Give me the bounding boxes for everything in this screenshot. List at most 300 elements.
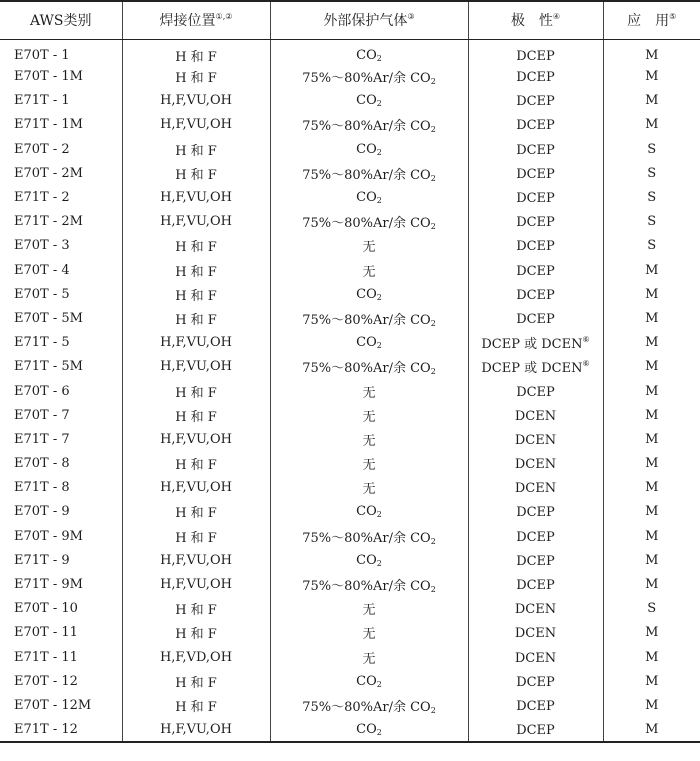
- cell-aws-text: E70T - 11: [14, 625, 78, 641]
- cell-gas-text: CO: [356, 47, 377, 63]
- cell-position-text: H 和 F: [175, 530, 217, 546]
- table-row: [0, 137, 700, 161]
- cell-aws-text: E70T - 3: [14, 238, 70, 254]
- cell-application: [603, 331, 700, 355]
- cell-gas-sub-text: 2: [376, 510, 382, 520]
- cell-gas-text: 无: [362, 409, 376, 425]
- cell-application: [603, 403, 700, 427]
- cell-aws-class: [0, 234, 122, 258]
- table-row: [0, 669, 700, 693]
- cell-polarity-text: DCEP: [516, 94, 555, 110]
- cell-aws-class: [0, 306, 122, 330]
- cell-polarity-text: DCEN: [514, 457, 557, 473]
- cell-welding-position: [122, 282, 270, 306]
- cell-application-text: M: [645, 93, 659, 109]
- cell-gas-sub-text: 2: [376, 341, 382, 351]
- cell-application-text: M: [645, 673, 659, 689]
- table-row: [0, 379, 700, 403]
- table-row: [0, 282, 700, 306]
- cell-shielding-gas: [270, 89, 468, 113]
- cell-gas-text: 无: [362, 603, 376, 619]
- cell-aws-class: [0, 427, 122, 451]
- cell-welding-position: [122, 355, 270, 379]
- cell-aws-class: [0, 113, 122, 137]
- table-row: [0, 452, 700, 476]
- cell-polarity: [468, 39, 603, 65]
- cell-polarity: [468, 621, 603, 645]
- cell-application-text: M: [645, 625, 659, 641]
- cell-position-text: H,F,VU,OH: [160, 552, 232, 568]
- cell-aws-text: E70T - 2M: [14, 165, 83, 181]
- cell-aws-class: [0, 669, 122, 693]
- table-row: [0, 693, 700, 717]
- cell-polarity-text: DCEP: [516, 698, 555, 714]
- cell-application: [603, 476, 700, 500]
- cell-welding-position: [122, 258, 270, 282]
- table-row: [0, 113, 700, 137]
- cell-aws-text: E70T - 6: [14, 383, 70, 399]
- cell-application-text: S: [647, 141, 657, 157]
- header-aws-class-label: AWS类别: [29, 13, 92, 30]
- table-row: [0, 39, 700, 65]
- cell-polarity: [468, 452, 603, 476]
- header-polarity-label: 极 性: [510, 13, 553, 30]
- cell-shielding-gas: [270, 65, 468, 89]
- cell-position-text: H 和 F: [175, 288, 217, 304]
- cell-gas-text: 75%～80%Ar/余 CO: [302, 530, 431, 546]
- cell-position-text: H,F,VU,OH: [160, 577, 232, 593]
- cell-shielding-gas: [270, 403, 468, 427]
- table-row: [0, 89, 700, 113]
- cell-polarity-text: DCEP: [516, 384, 555, 400]
- cell-gas-sub-text: 2: [430, 222, 436, 232]
- cell-application: [603, 524, 700, 548]
- cell-position-text: H 和 F: [175, 627, 217, 643]
- cell-application: [603, 427, 700, 451]
- table-row: [0, 621, 700, 645]
- table-row: [0, 548, 700, 572]
- cell-polarity: [468, 113, 603, 137]
- cell-aws-class: [0, 185, 122, 209]
- cell-application-text: M: [645, 552, 659, 568]
- cell-polarity: [468, 185, 603, 209]
- cell-gas-text: 无: [362, 240, 376, 256]
- cell-polarity: [468, 210, 603, 234]
- cell-application: [603, 452, 700, 476]
- cell-application-text: M: [645, 407, 659, 423]
- cell-application-text: S: [647, 190, 657, 206]
- cell-position-text: H,F,VU,OH: [160, 480, 232, 496]
- cell-polarity: [468, 161, 603, 185]
- cell-gas-sub-text: 2: [376, 292, 382, 302]
- cell-shielding-gas: [270, 258, 468, 282]
- cell-welding-position: [122, 379, 270, 403]
- cell-aws-class: [0, 282, 122, 306]
- cell-aws-class: [0, 645, 122, 669]
- cell-position-text: H 和 F: [175, 699, 217, 715]
- table-row: [0, 65, 700, 89]
- cell-polarity: [468, 548, 603, 572]
- cell-aws-class: [0, 379, 122, 403]
- cell-aws-text: E71T - 7: [14, 431, 70, 447]
- table-row: [0, 258, 700, 282]
- cell-position-text: H 和 F: [175, 71, 217, 87]
- cell-shielding-gas: [270, 452, 468, 476]
- cell-application-text: M: [645, 480, 659, 496]
- cell-gas-text: 无: [362, 458, 376, 474]
- cell-shielding-gas: [270, 718, 468, 742]
- cell-polarity-text: DCEP: [516, 722, 555, 738]
- cell-gas-sub-text: 2: [430, 77, 436, 87]
- cell-welding-position: [122, 476, 270, 500]
- cell-polarity-text: DCEP: [516, 287, 555, 303]
- cell-aws-class: [0, 597, 122, 621]
- cell-aws-class: [0, 331, 122, 355]
- cell-shielding-gas: [270, 548, 468, 572]
- cell-polarity: [468, 89, 603, 113]
- cell-shielding-gas: [270, 645, 468, 669]
- cell-application-text: M: [645, 577, 659, 593]
- cell-shielding-gas: [270, 161, 468, 185]
- cell-shielding-gas: [270, 693, 468, 717]
- cell-shielding-gas: [270, 39, 468, 65]
- cell-gas-text: CO: [356, 93, 377, 109]
- cell-aws-text: E70T - 5: [14, 286, 70, 302]
- cell-aws-class: [0, 39, 122, 65]
- cell-polarity-text: DCEN: [514, 432, 557, 448]
- cell-application: [603, 185, 700, 209]
- cell-application: [603, 89, 700, 113]
- cell-position-text: H 和 F: [175, 312, 217, 328]
- cell-position-text: H,F,VU,OH: [160, 359, 232, 375]
- cell-aws-class: [0, 718, 122, 742]
- cell-gas-sub-text: 2: [430, 367, 436, 377]
- cell-polarity-text: DCEP: [516, 505, 555, 521]
- cell-application: [603, 621, 700, 645]
- header-shielding-gas: [270, 1, 468, 39]
- cell-polarity-text: DCEP: [516, 239, 555, 255]
- cell-polarity: [468, 645, 603, 669]
- cell-gas-sub-text: 2: [430, 125, 436, 135]
- cell-aws-class: [0, 355, 122, 379]
- cell-application: [603, 65, 700, 89]
- cell-application: [603, 355, 700, 379]
- cell-application-text: M: [645, 697, 659, 713]
- cell-gas-sub-text: 2: [430, 318, 436, 328]
- cell-position-text: H 和 F: [175, 506, 217, 522]
- table-row: [0, 645, 700, 669]
- cell-welding-position: [122, 39, 270, 65]
- cell-gas-text: 75%～80%Ar/余 CO: [302, 119, 431, 135]
- cell-aws-text: E71T - 5: [14, 335, 70, 351]
- cell-aws-class: [0, 572, 122, 596]
- cell-gas-text: CO: [356, 286, 377, 302]
- header-welding-position-label: 焊接位置: [159, 13, 216, 30]
- cell-gas-sub-text: 2: [430, 705, 436, 715]
- cell-welding-position: [122, 89, 270, 113]
- cell-gas-text: 无: [362, 627, 376, 643]
- cell-application-text: M: [645, 431, 659, 447]
- cell-application: [603, 113, 700, 137]
- cell-aws-text: E71T - 2: [14, 190, 70, 206]
- cell-polarity-text: DCEP: [516, 48, 555, 64]
- cell-shielding-gas: [270, 597, 468, 621]
- cell-gas-sub-text: 2: [376, 53, 382, 63]
- cell-aws-text: E71T - 8: [14, 480, 70, 496]
- cell-shielding-gas: [270, 524, 468, 548]
- cell-application-text: M: [645, 47, 659, 63]
- cell-position-text: H,F,VU,OH: [160, 721, 232, 737]
- cell-position-text: H,F,VU,OH: [160, 93, 232, 109]
- cell-aws-text: E70T - 12: [14, 673, 78, 689]
- cell-shielding-gas: [270, 572, 468, 596]
- cell-welding-position: [122, 65, 270, 89]
- table-row: [0, 718, 700, 742]
- cell-application-text: M: [645, 262, 659, 278]
- cell-polarity-text: DCEN: [514, 481, 557, 497]
- cell-polarity: [468, 331, 603, 355]
- cell-application-text: S: [647, 601, 657, 617]
- cell-polarity: [468, 65, 603, 89]
- cell-polarity: [468, 306, 603, 330]
- footnote-marker: ③: [407, 12, 415, 22]
- cell-welding-position: [122, 427, 270, 451]
- cell-application: [603, 210, 700, 234]
- cell-aws-text: E71T - 11: [14, 649, 78, 665]
- table-row: [0, 597, 700, 621]
- cell-shielding-gas: [270, 427, 468, 451]
- cell-application: [603, 379, 700, 403]
- cell-position-text: H 和 F: [175, 675, 217, 691]
- cell-application: [603, 548, 700, 572]
- cell-gas-sub-text: 2: [376, 558, 382, 568]
- cell-welding-position: [122, 524, 270, 548]
- cell-aws-text: E70T - 1: [14, 47, 70, 63]
- cell-shielding-gas: [270, 137, 468, 161]
- cell-application: [603, 693, 700, 717]
- cell-application: [603, 306, 700, 330]
- cell-application-text: M: [645, 528, 659, 544]
- footnote-marker: ④: [552, 12, 561, 22]
- cell-application-text: M: [645, 721, 659, 737]
- cell-welding-position: [122, 331, 270, 355]
- cell-position-text: H 和 F: [175, 603, 217, 619]
- cell-position-text: H 和 F: [175, 264, 217, 280]
- footnote-marker: ①,②: [215, 12, 233, 22]
- cell-position-text: H,F,VU,OH: [160, 190, 232, 206]
- cell-shielding-gas: [270, 234, 468, 258]
- cell-polarity: [468, 524, 603, 548]
- cell-aws-class: [0, 476, 122, 500]
- cell-aws-class: [0, 693, 122, 717]
- cell-gas-sub-text: 2: [430, 585, 436, 595]
- cell-position-text: H,F,VU,OH: [160, 431, 232, 447]
- cell-application: [603, 282, 700, 306]
- cell-position-text: H 和 F: [175, 409, 217, 425]
- table-row: [0, 306, 700, 330]
- cell-aws-text: E71T - 9: [14, 552, 70, 568]
- cell-gas-text: 75%～80%Ar/余 CO: [302, 216, 431, 232]
- cell-aws-class: [0, 452, 122, 476]
- cell-application: [603, 597, 700, 621]
- cell-position-text: H,F,VU,OH: [160, 335, 232, 351]
- cell-aws-text: E70T - 4: [14, 262, 70, 278]
- cell-aws-class: [0, 524, 122, 548]
- cell-welding-position: [122, 597, 270, 621]
- cell-application: [603, 572, 700, 596]
- cell-application-text: S: [647, 238, 657, 254]
- cell-welding-position: [122, 452, 270, 476]
- cell-aws-text: E71T - 1: [14, 93, 70, 109]
- cell-polarity: [468, 718, 603, 742]
- cell-shielding-gas: [270, 500, 468, 524]
- cell-welding-position: [122, 137, 270, 161]
- table-row: [0, 210, 700, 234]
- cell-polarity-text: DCEP: [516, 166, 555, 182]
- cell-aws-text: E71T - 9M: [14, 577, 83, 593]
- cell-gas-sub-text: 2: [376, 679, 382, 689]
- cell-shielding-gas: [270, 306, 468, 330]
- cell-application: [603, 669, 700, 693]
- table-row: [0, 403, 700, 427]
- cell-shielding-gas: [270, 185, 468, 209]
- cell-position-text: H 和 F: [175, 143, 217, 159]
- cell-position-text: H,F,VU,OH: [160, 117, 232, 133]
- cell-application: [603, 39, 700, 65]
- cell-welding-position: [122, 572, 270, 596]
- cell-shielding-gas: [270, 621, 468, 645]
- cell-polarity-note-text: ⑥: [582, 335, 590, 345]
- cell-aws-text: E70T - 9: [14, 504, 70, 520]
- cell-polarity-text: DCEN: [514, 626, 557, 642]
- cell-position-text: H,F,VU,OH: [160, 214, 232, 230]
- cell-polarity: [468, 476, 603, 500]
- cell-aws-text: E70T - 7: [14, 407, 70, 423]
- cell-gas-text: CO: [356, 721, 377, 737]
- cell-application-text: S: [647, 214, 657, 230]
- cell-polarity-text: DCEP 或 DCEN: [481, 361, 583, 377]
- table-row: [0, 500, 700, 524]
- header-shielding-gas-label: 外部保护气体: [323, 13, 408, 30]
- table-row: [0, 572, 700, 596]
- cell-aws-class: [0, 258, 122, 282]
- cell-polarity-text: DCEN: [514, 408, 557, 424]
- cell-gas-sub-text: 2: [430, 173, 436, 183]
- cell-welding-position: [122, 210, 270, 234]
- header-aws-class: [0, 1, 122, 39]
- cell-aws-text: E71T - 1M: [14, 117, 83, 133]
- cell-gas-text: 无: [362, 433, 376, 449]
- cell-polarity-text: DCEP: [516, 118, 555, 134]
- cell-gas-sub-text: 2: [376, 727, 382, 737]
- table-row: [0, 427, 700, 451]
- cell-gas-text: CO: [356, 504, 377, 520]
- cell-gas-text: 75%～80%Ar/余 CO: [302, 167, 431, 183]
- cell-application-text: S: [647, 165, 657, 181]
- cell-aws-text: E70T - 8: [14, 456, 70, 472]
- cell-application-text: M: [645, 286, 659, 302]
- cell-aws-text: E71T - 5M: [14, 359, 83, 375]
- cell-polarity: [468, 379, 603, 403]
- cell-welding-position: [122, 548, 270, 572]
- cell-aws-text: E70T - 5M: [14, 310, 83, 326]
- cell-aws-text: E70T - 9M: [14, 528, 83, 544]
- cell-application: [603, 161, 700, 185]
- cell-gas-text: 75%～80%Ar/余 CO: [302, 699, 431, 715]
- cell-application-text: M: [645, 69, 659, 85]
- table-row: [0, 161, 700, 185]
- cell-shielding-gas: [270, 113, 468, 137]
- cell-gas-sub-text: 2: [430, 536, 436, 546]
- cell-polarity: [468, 597, 603, 621]
- cell-welding-position: [122, 403, 270, 427]
- cell-shielding-gas: [270, 210, 468, 234]
- cell-application-text: M: [645, 504, 659, 520]
- cell-polarity-text: DCEN: [514, 602, 557, 618]
- cell-application-text: M: [645, 117, 659, 133]
- cell-welding-position: [122, 185, 270, 209]
- table-row: [0, 185, 700, 209]
- cell-gas-text: 75%～80%Ar/余 CO: [302, 579, 431, 595]
- cell-position-text: H 和 F: [175, 167, 217, 183]
- cell-position-text: H 和 F: [175, 458, 217, 474]
- cell-gas-text: 75%～80%Ar/余 CO: [302, 312, 431, 328]
- cell-polarity-text: DCEP: [516, 191, 555, 207]
- cell-aws-class: [0, 621, 122, 645]
- cell-aws-class: [0, 403, 122, 427]
- cell-polarity-text: DCEN: [514, 650, 557, 666]
- cell-application: [603, 234, 700, 258]
- cell-gas-text: 无: [362, 651, 376, 667]
- cell-welding-position: [122, 645, 270, 669]
- header-application: [603, 1, 700, 39]
- cell-welding-position: [122, 669, 270, 693]
- cell-gas-text: CO: [356, 141, 377, 157]
- cell-polarity: [468, 234, 603, 258]
- cell-aws-class: [0, 65, 122, 89]
- cell-polarity: [468, 500, 603, 524]
- cell-gas-text: CO: [356, 552, 377, 568]
- header-application-label: 应 用: [627, 13, 670, 30]
- cell-polarity-text: DCEP: [516, 674, 555, 690]
- table-row: [0, 524, 700, 548]
- cell-welding-position: [122, 161, 270, 185]
- cell-aws-text: E70T - 12M: [14, 697, 92, 713]
- cell-gas-text: 75%～80%Ar/余 CO: [302, 71, 431, 87]
- cell-shielding-gas: [270, 379, 468, 403]
- cell-position-text: H,F,VD,OH: [159, 649, 233, 665]
- cell-shielding-gas: [270, 282, 468, 306]
- cell-application-text: M: [645, 649, 659, 665]
- cell-polarity-text: DCEP: [516, 70, 555, 86]
- cell-aws-class: [0, 500, 122, 524]
- table-row: [0, 476, 700, 500]
- cell-polarity-text: DCEP: [516, 215, 555, 231]
- cell-application: [603, 137, 700, 161]
- cell-polarity: [468, 282, 603, 306]
- cell-position-text: H 和 F: [175, 240, 217, 256]
- table-row: [0, 331, 700, 355]
- cell-aws-text: E71T - 2M: [14, 214, 83, 230]
- cell-application-text: M: [645, 456, 659, 472]
- cell-polarity-text: DCEP: [516, 529, 555, 545]
- cell-aws-text: E70T - 1M: [14, 69, 83, 85]
- cell-welding-position: [122, 621, 270, 645]
- cell-polarity-text: DCEP: [516, 263, 555, 279]
- cell-position-text: H 和 F: [175, 385, 217, 401]
- cell-application: [603, 258, 700, 282]
- cell-shielding-gas: [270, 476, 468, 500]
